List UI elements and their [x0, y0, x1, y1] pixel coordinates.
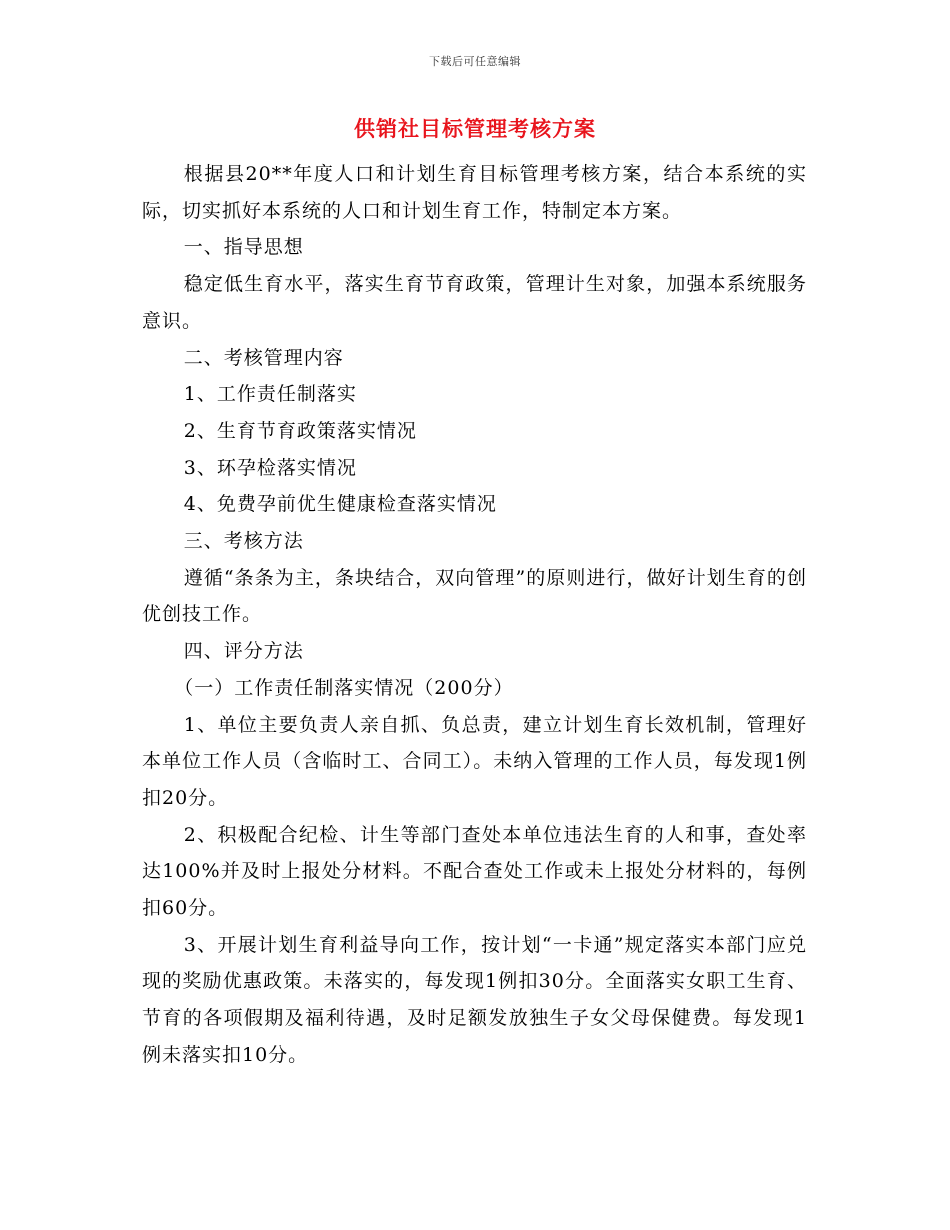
list-item-content-1: 1、工作责任制落实: [183, 383, 357, 406]
paragraph-assessment-method: 遵循“条条为主，条块结合，双向管理”的原则进行，做好计划生育的创优创技工作。: [142, 566, 807, 626]
scoring-item-2: 2、积极配合纪检、计生等部门查处本单位违法生育的人和事，查处率达100%并及时上报处分材料。不配合查处工作或未上报处分材料的，每例扣60分。: [142, 823, 807, 920]
list-item-content-2: 2、生育节育政策落实情况: [183, 419, 417, 442]
paragraph-intro: 根据县20**年度人口和计划生育目标管理考核方案，结合本系统的实际，切实抓好本系统的人口和计划生育工作，特制定本方案。: [142, 163, 807, 222]
section-heading-scoring-method: 四、评分方法: [183, 640, 304, 663]
document-body: [142, 156, 807, 1074]
header-note: 下载后可任意编辑: [429, 55, 521, 68]
document-title: 供销社目标管理考核方案: [354, 117, 596, 141]
section-heading-assessment-content: 二、考核管理内容: [183, 346, 344, 369]
section-heading-guiding-thought: 一、指导思想: [183, 236, 304, 259]
section-heading-assessment-method: 三、考核方法: [183, 530, 304, 553]
paragraph-guiding-thought: 稳定低生育水平，落实生育节育政策，管理计生对象，加强本系统服务意识。: [142, 273, 807, 332]
scoring-item-3: 3、开展计划生育利益导向工作，按计划“一卡通”规定落实本部门应兑现的奖励优惠政策。未落实的，每发现1例扣30分。全面落实女职工生育、节育的各项假期及福利待遇，及时足额发放独生子女父母保健费。每发现1例未落实扣10分。: [142, 933, 807, 1066]
scoring-item-1: 1、单位主要负责人亲自抓、负总责，建立计划生育长效机制，管理好本单位工作人员（含临时工、合同工）。未纳入管理的工作人员，每发现1例扣20分。: [142, 713, 807, 809]
subsection-heading-responsibility: （一）工作责任制落实情况（200分）: [174, 676, 514, 699]
list-item-content-3: 3、环孕检落实情况: [183, 456, 357, 479]
list-item-content-4: 4、免费孕前优生健康检查落实情况: [183, 493, 497, 516]
